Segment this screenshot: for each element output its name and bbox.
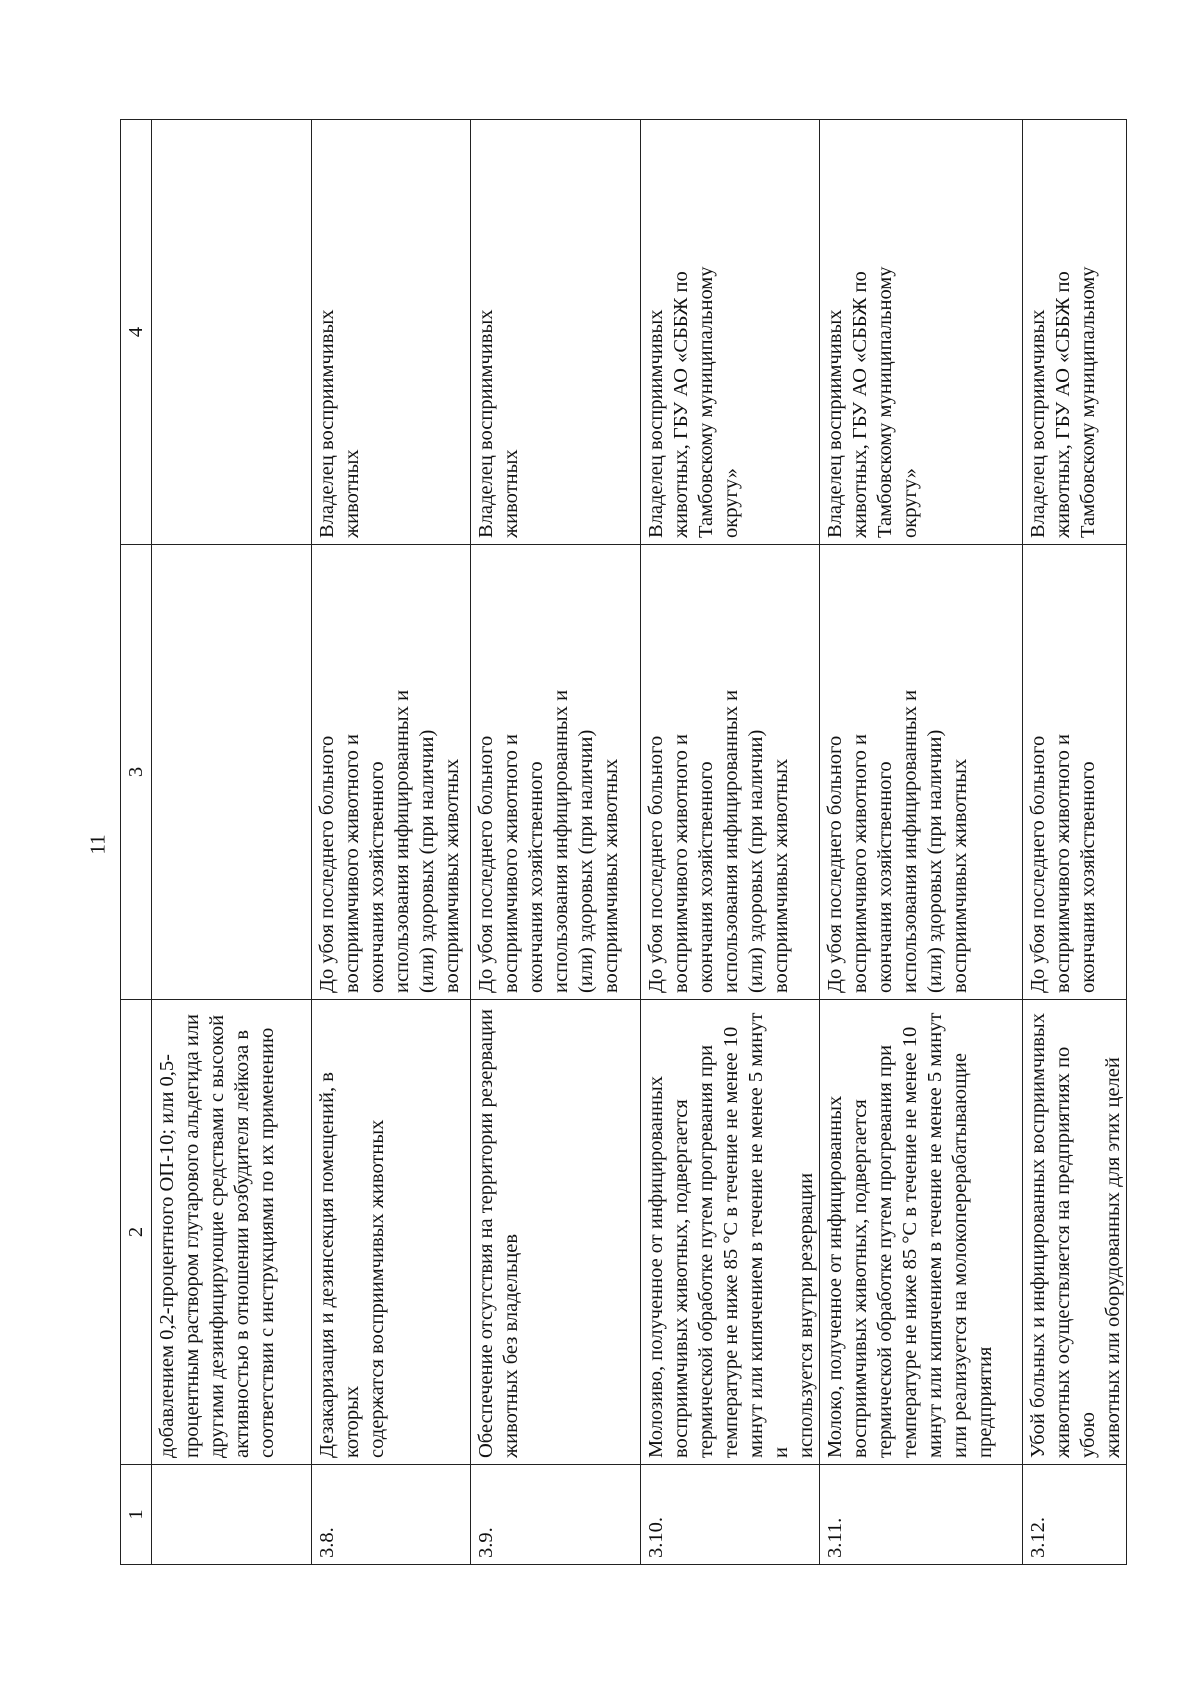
responsible-cell: Владелец восприимчивых животных (471, 120, 641, 545)
term-cell: До убоя последнего больного восприимчивого животного и окончания хозяйственного (1023, 545, 1127, 1000)
page-number: 11 (85, 834, 110, 855)
header-col-2: 2 (121, 1000, 152, 1465)
row-number: 3.9. (471, 1465, 641, 1565)
row-number: 3.10. (641, 1465, 820, 1565)
row-number: 3.8. (312, 1465, 471, 1565)
term-cell: До убоя последнего больного восприимчивого животного и окончания хозяйственного использования инфицированных и (или) здоровых (при наличии) восприимчивых животных (471, 545, 641, 1000)
table-row (820, 120, 1023, 1565)
term-cell: До убоя последнего больного восприимчивого животного и окончания хозяйственного использования инфицированных и (или) здоровых (при наличии) восприимчивых животных (312, 545, 471, 1000)
table-row (471, 120, 641, 1565)
measure-cell: добавлением 0,2-процентного ОП-10; или 0,5- процентным раствором глутарового альдегида или другими дезинфицирующие средствами с высокой активностью в отношении возбудителя лейкоза в соответствии с инструкциями по их применению (152, 1000, 312, 1465)
responsible-cell: Владелец восприимчивых животных, ГБУ АО «СББЖ по Тамбовскому муниципальному округу» (641, 120, 820, 545)
row-number: 3.12. (1023, 1465, 1127, 1565)
responsible-cell (152, 120, 312, 545)
row-number (152, 1465, 312, 1565)
header-col-1: 1 (121, 1465, 152, 1565)
measures-table (120, 119, 1127, 1565)
responsible-cell: Владелец восприимчивых животных, ГБУ АО «СББЖ по Тамбовскому муниципальному округу» (820, 120, 1023, 545)
measure-cell: Дезакаризация и дезинсекция помещений, в которых содержатся восприимчивых животных (312, 1000, 471, 1465)
table-row (641, 120, 820, 1565)
table-header-row (121, 120, 152, 1565)
term-cell: До убоя последнего больного восприимчивого животного и окончания хозяйственного использования инфицированных и (или) здоровых (при наличии) восприимчивых животных (641, 545, 820, 1000)
row-number: 3.11. (820, 1465, 1023, 1565)
rotated-table-container (120, 120, 1124, 1565)
table-row (152, 120, 312, 1565)
header-col-4: 4 (121, 120, 152, 545)
measure-cell: Молозиво, полученное от инфицированных восприимчивых животных, подвергается термической обработке путем прогревания при температуре не ниже 85 °С в течение не менее 10 минут или кипячением в течение не менее 5 минут и используется внутри резервации (641, 1000, 820, 1465)
term-cell: До убоя последнего больного восприимчивого животного и окончания хозяйственного использования инфицированных и (или) здоровых (при наличии) восприимчивых животных (820, 545, 1023, 1000)
header-col-3: 3 (121, 545, 152, 1000)
responsible-cell: Владелец восприимчивых животных (312, 120, 471, 545)
measure-cell: Обеспечение отсутствия на территории резервации животных без владельцев (471, 1000, 641, 1465)
responsible-cell: Владелец восприимчивых животных, ГБУ АО «СББЖ по Тамбовскому муниципальному (1023, 120, 1127, 545)
measure-cell: Молоко, полученное от инфицированных восприимчивых животных, подвергается термической обработке путем прогревания при температуре не ниже 85 °С в течение не менее 10 минут или кипячением в течение не менее 5 минут или реализуется на молокоперерабатывающие предприятия (820, 1000, 1023, 1465)
term-cell (152, 545, 312, 1000)
table-row (312, 120, 471, 1565)
table-row (1023, 120, 1127, 1565)
measure-cell: Убой больных и инфицированных восприимчивых животных осуществляется на предприятиях по убою животных или оборудованных для этих целей (1023, 1000, 1127, 1465)
